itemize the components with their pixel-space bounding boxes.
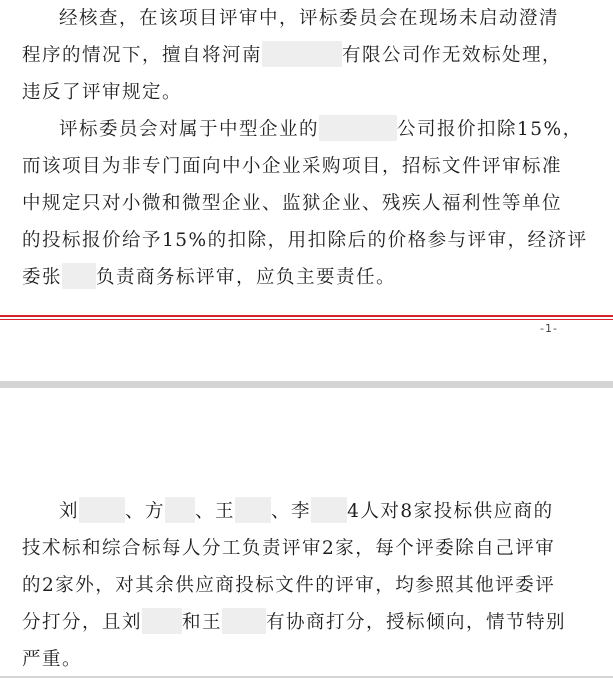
text-segment: 程序的情况下，擅自将河南 — [22, 45, 263, 66]
redaction-block — [319, 115, 397, 141]
text-line: 的投标报价给予15%的扣除，用扣除后的价格参与评审，经济评 — [22, 230, 588, 251]
text-segment: 、王 — [195, 501, 236, 522]
text-segment: 有协商打分，授标倾向，情节特别 — [266, 612, 567, 633]
text-line: 的2家外，对其余供应商投标文件的评审，均参照其他评委评 — [22, 575, 556, 596]
redaction-block — [262, 41, 342, 67]
document-page-2 — [0, 388, 613, 676]
text-line — [22, 493, 592, 530]
text-line: 中规定只对小微和微型企业、监狱企业、残疾人福利性等单位 — [22, 193, 563, 214]
text-line: 经核查，在该项目评审中，评标委员会在现场未启动澄清 — [59, 8, 560, 29]
text-segment: 、方 — [125, 501, 166, 522]
text-line: 技术标和综合标每人分工负责评审2家，每个评委除自己评审 — [22, 538, 556, 559]
redaction-block — [235, 497, 271, 523]
text-line: 而该项目为非专门面向中小企业采购项目，招标文件评审标准 — [22, 156, 563, 177]
text-line: 严重。 — [22, 649, 83, 670]
text-line — [22, 259, 592, 296]
text-segment: 分打分，且刘 — [22, 612, 143, 633]
text-segment: 委张 — [22, 267, 63, 288]
text-segment: 评标委员会对属于中型企业的 — [59, 119, 320, 140]
red-divider-rule-thin — [0, 319, 613, 320]
paragraph-review-finding — [22, 0, 592, 111]
redaction-block — [62, 263, 96, 289]
red-divider-rule — [0, 315, 613, 317]
paragraph-price-deduction — [22, 111, 592, 296]
text-segment: 公司报价扣除15%， — [397, 119, 583, 140]
redaction-block — [222, 608, 266, 634]
text-segment: 4人对8家投标供应商的 — [347, 501, 554, 522]
text-line — [22, 111, 592, 148]
text-line — [22, 37, 592, 74]
text-line: 违反了评审规定。 — [22, 82, 183, 103]
redaction-block — [165, 497, 195, 523]
redaction-block — [311, 497, 347, 523]
text-line — [22, 604, 592, 641]
redaction-block — [142, 608, 182, 634]
text-segment: 和王 — [182, 612, 223, 633]
redaction-block — [79, 497, 125, 523]
text-segment: 刘 — [59, 501, 80, 522]
page-number: -1- — [540, 322, 558, 335]
text-segment: 、李 — [271, 501, 312, 522]
text-segment: 负责商务标评审，应负主要责任。 — [96, 267, 397, 288]
paragraph-scoring-misconduct — [22, 493, 592, 678]
text-segment: 有限公司作无效标处理， — [342, 45, 563, 66]
